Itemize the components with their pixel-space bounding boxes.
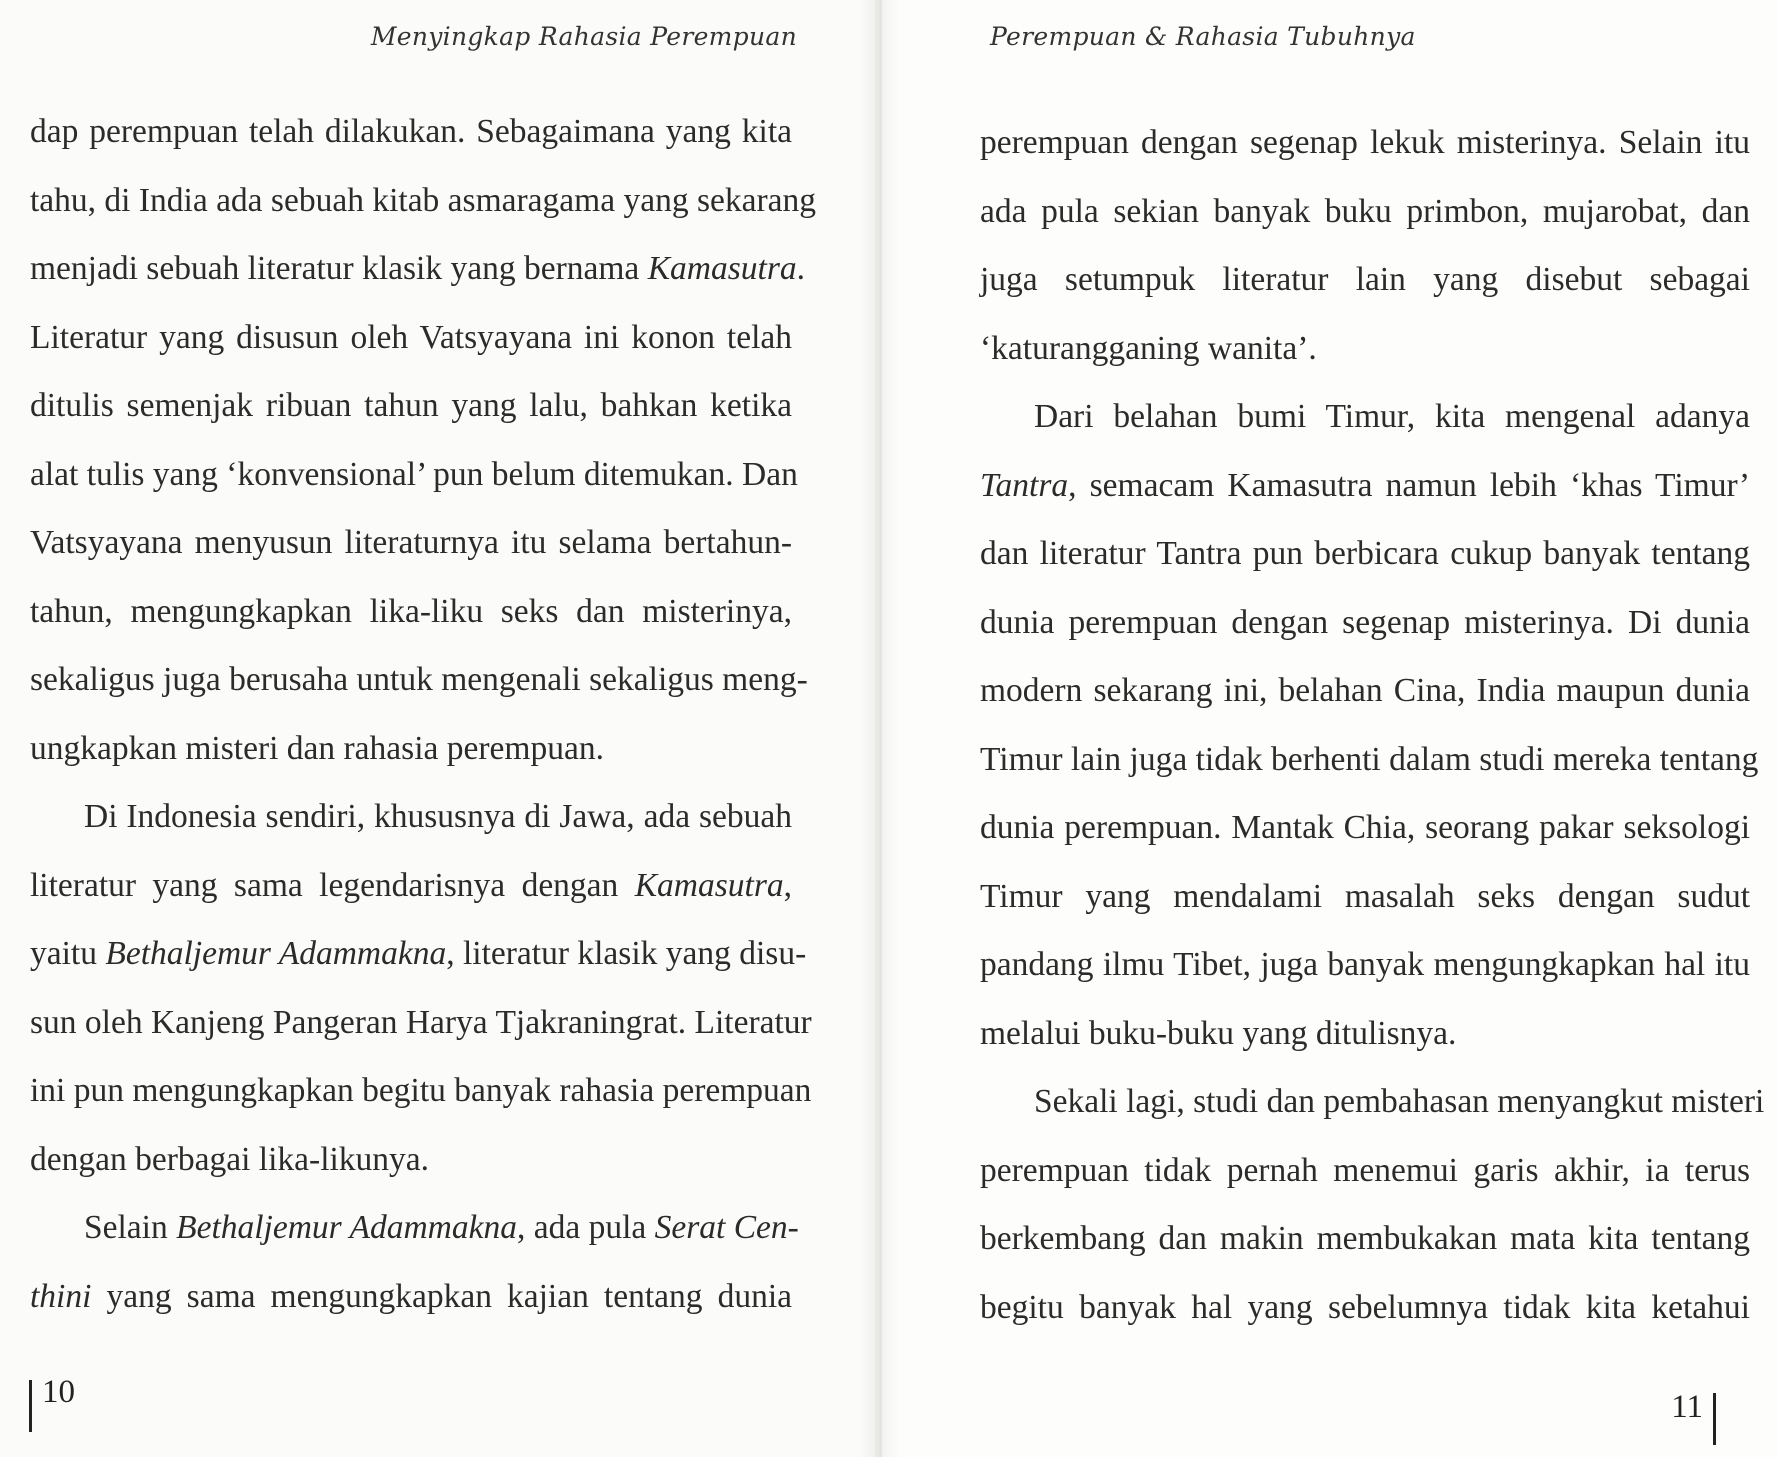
- text-line: literatur yang sama legendarisnya dengan Kamasutra,: [30, 866, 792, 904]
- left-page: [0, 0, 875, 1457]
- text-line: Timur yang mendalami masalah seks dengan sudut: [980, 877, 1750, 915]
- text-line: perempuan tidak pernah menemui garis akhir, ia terus: [980, 1151, 1750, 1189]
- text-line: Dari belahan bumi Timur, kita mengenal adanya: [1034, 398, 1750, 435]
- text-line: Selain Bethaljemur Adammakna, ada pula Serat Cen-: [84, 1209, 799, 1246]
- text-line: dunia perempuan. Mantak Chia, seorang pakar seksologi: [980, 809, 1750, 846]
- text-line: juga setumpuk literatur lain yang disebut sebagai: [980, 261, 1750, 298]
- text-line: Literatur yang disusun oleh Vatsyayana ini konon telah: [30, 318, 792, 356]
- right-page: [878, 0, 1778, 1457]
- text-line: tahu, di India ada sebuah kitab asmaragama yang sekarang: [30, 181, 817, 219]
- text-line: yaitu Bethaljemur Adammakna, literatur klasik yang disu-: [30, 935, 807, 972]
- text-line: thini yang sama mengungkapkan kajian tentang dunia: [30, 1277, 792, 1315]
- text-line: modern sekarang ini, belahan Cina, India maupun dunia: [980, 672, 1750, 709]
- text-line: dunia perempuan dengan segenap misterinya. Di dunia: [980, 603, 1750, 641]
- text-line: sun oleh Kanjeng Pangeran Harya Tjakraningrat. Literatur: [30, 1003, 812, 1041]
- text-line: menjadi sebuah literatur klasik yang bernama Kamasutra.: [30, 250, 805, 287]
- folio-rule: [29, 1380, 32, 1432]
- right-body-text: [980, 109, 1765, 1342]
- text-line: Vatsyayana menyusun literaturnya itu selama bertahun-: [30, 524, 792, 561]
- text-line: dap perempuan telah dilakukan. Sebagaimana yang kita: [30, 113, 792, 150]
- text-line: dengan berbagai lika-likunya.: [30, 1140, 430, 1178]
- text-line: Timur lain juga tidak berhenti dalam studi mereka tentang: [980, 740, 1759, 778]
- text-line: ungkapkan misteri dan rahasia perempuan.: [30, 729, 604, 767]
- text-line: melalui buku-buku yang ditulisnya.: [980, 1014, 1457, 1052]
- running-head-right: Perempuan & Rahasia Tubuhnya: [990, 22, 1416, 51]
- text-line: ‘katurangganing wanita’.: [980, 329, 1317, 367]
- left-body-text: [30, 98, 817, 1331]
- text-line: sekaligus juga berusaha untuk mengenali sekaligus meng-: [30, 661, 808, 698]
- page-number-left: 10: [29, 1380, 75, 1432]
- text-line: Di Indonesia sendiri, khususnya di Jawa, ada sebuah: [84, 798, 792, 835]
- text-line: tahun, mengungkapkan lika-liku seks dan misterinya,: [30, 592, 792, 630]
- text-line: pandang ilmu Tibet, juga banyak mengungkapkan hal itu: [980, 946, 1750, 983]
- text-line: ada pula sekian banyak buku primbon, mujarobat, dan: [980, 192, 1750, 230]
- text-line: berkembang dan makin membukakan mata kita tentang: [980, 1220, 1750, 1257]
- text-line: alat tulis yang ‘konvensional’ pun belum ditemukan. Dan: [30, 455, 798, 493]
- text-line: ditulis semenjak ribuan tahun yang lalu, bahkan ketika: [30, 387, 792, 424]
- text-line: Sekali lagi, studi dan pembahasan menyangkut misteri: [1034, 1083, 1765, 1120]
- page-number-right: 11: [1671, 1393, 1716, 1445]
- text-line: perempuan dengan segenap lekuk misterinya. Selain itu: [980, 124, 1750, 161]
- text-line: begitu banyak hal yang sebelumnya tidak kita ketahui: [980, 1288, 1750, 1326]
- text-line: ini pun mengungkapkan begitu banyak rahasia perempuan: [30, 1072, 812, 1109]
- text-line: Tantra, semacam Kamasutra namun lebih ‘khas Timur’: [980, 466, 1750, 504]
- folio-rule: [1713, 1393, 1716, 1445]
- running-head-left: Menyingkap Rahasia Perempuan: [370, 22, 797, 51]
- book-gutter: [860, 0, 900, 1457]
- text-line: dan literatur Tantra pun berbicara cukup banyak tentang: [980, 535, 1750, 572]
